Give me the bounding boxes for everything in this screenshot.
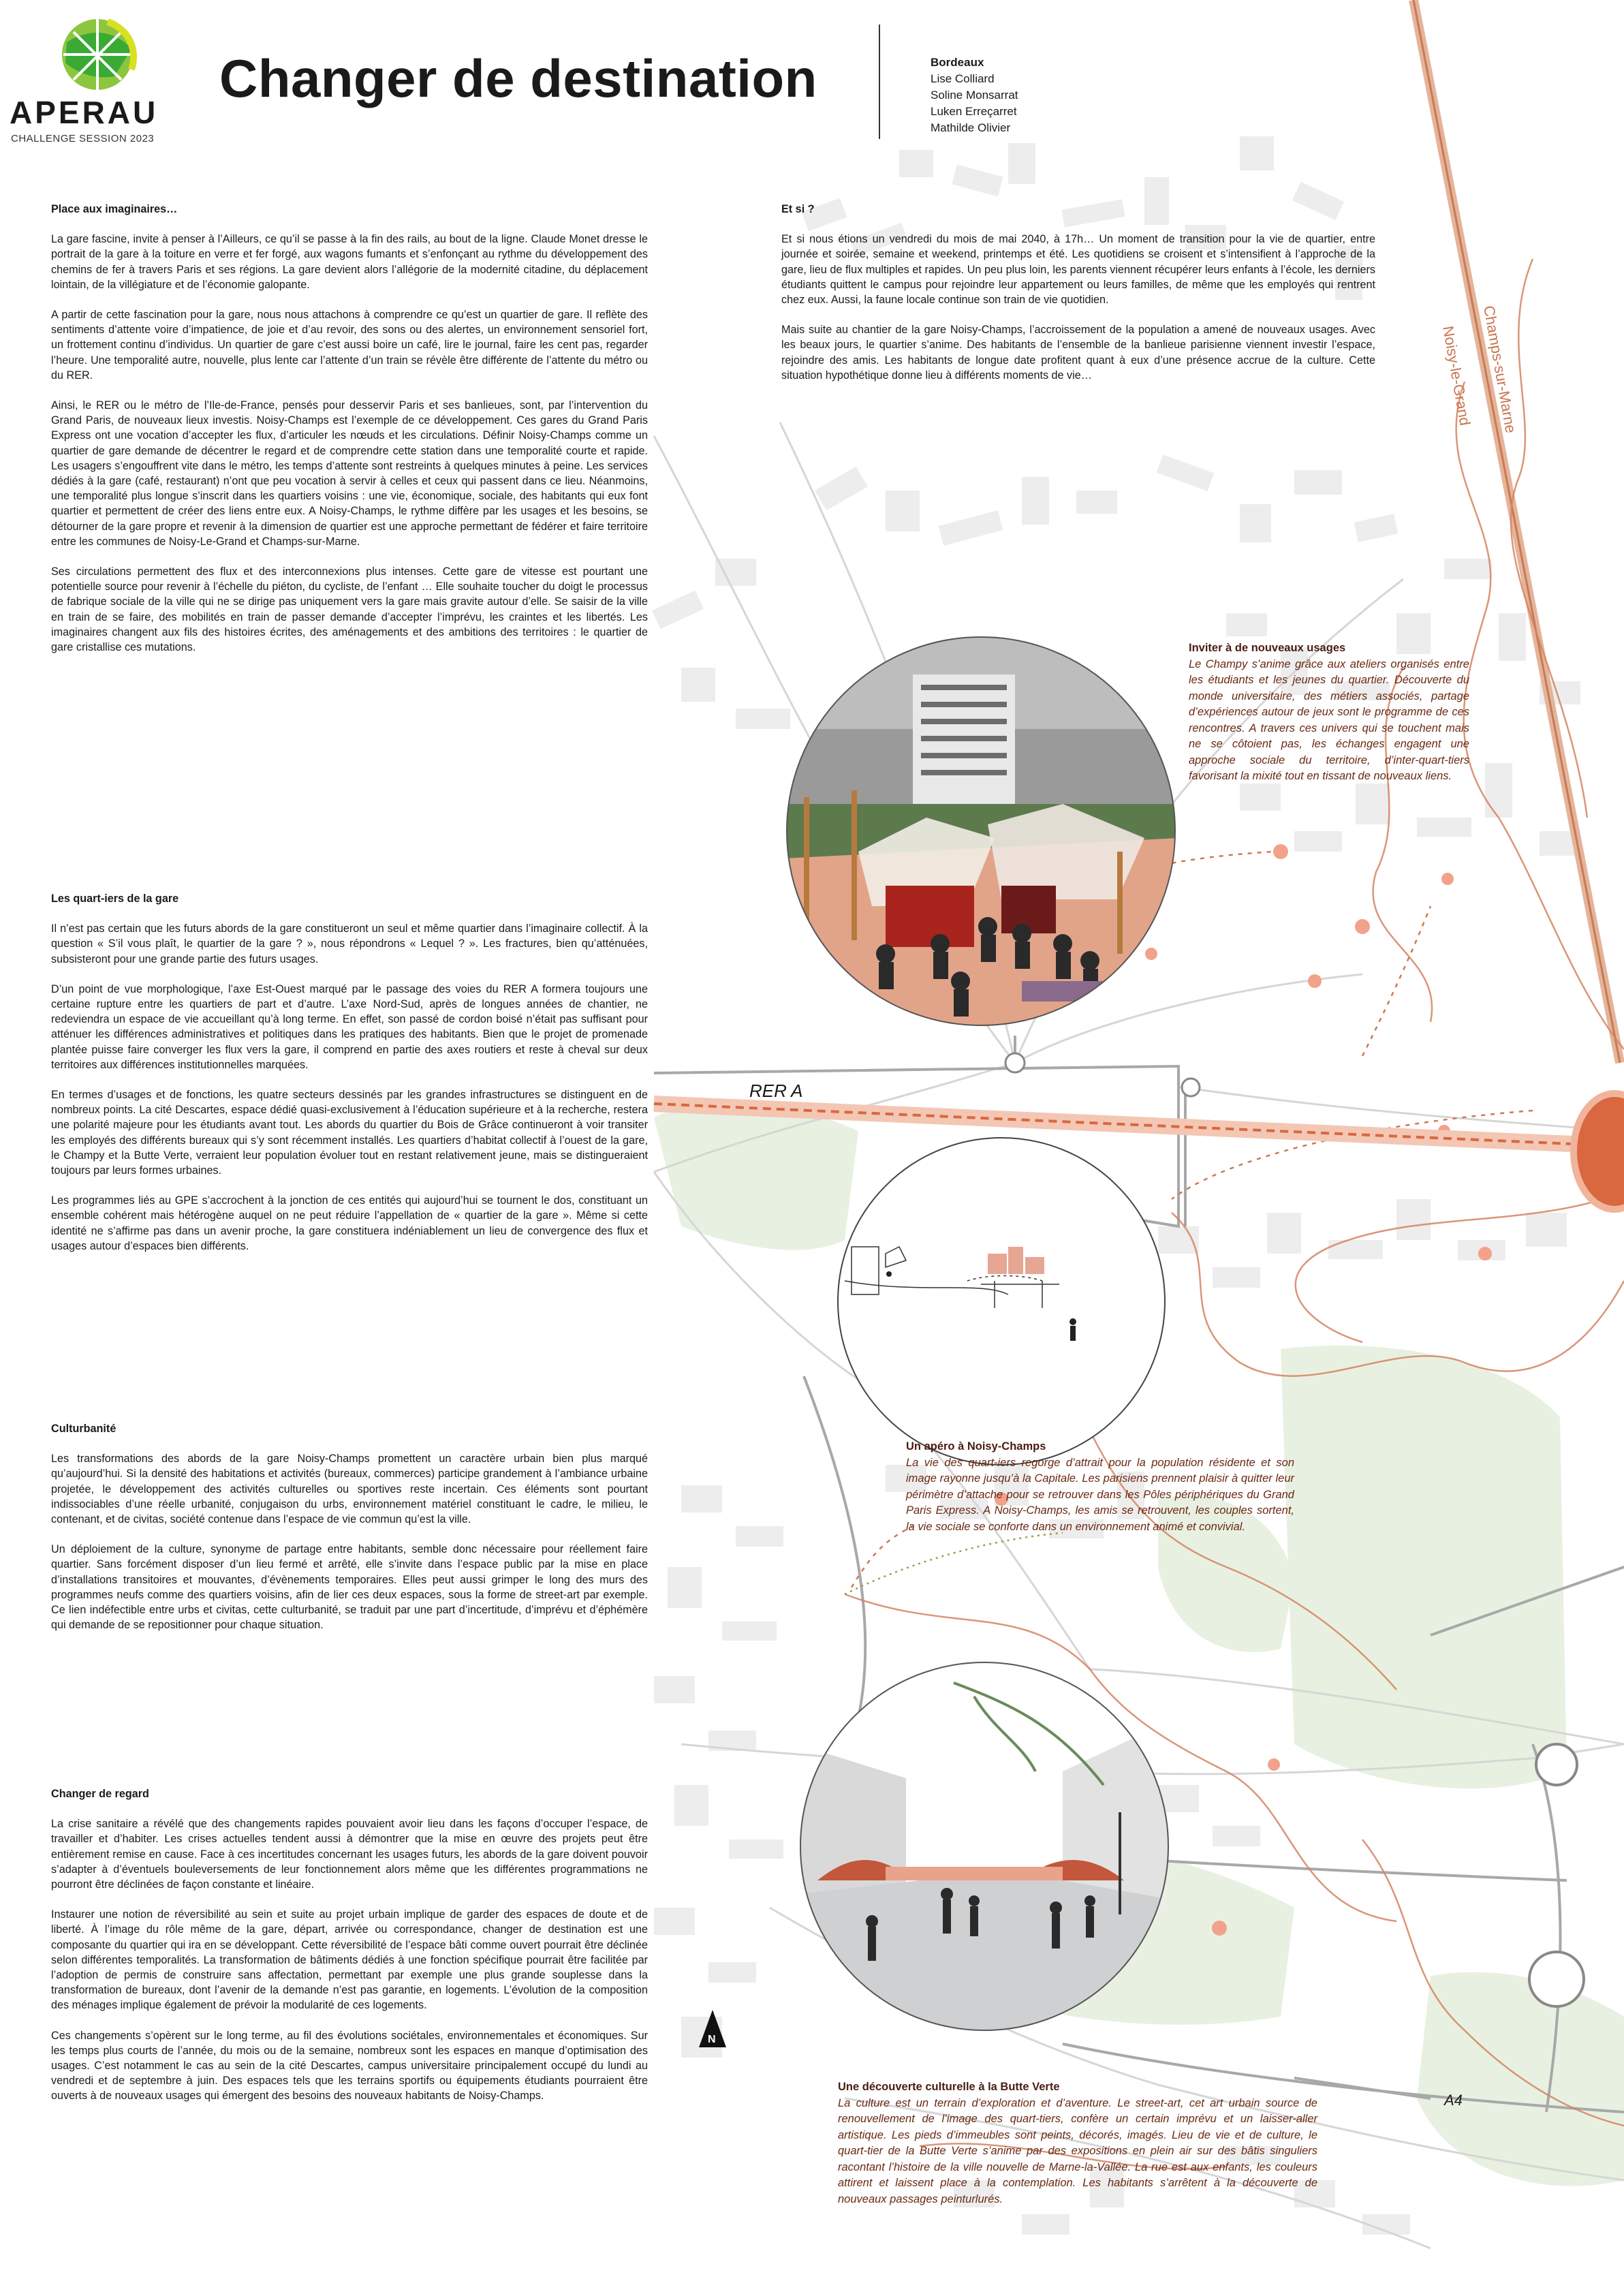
caption-title: Une découverte culturelle à la Butte Verte bbox=[838, 2081, 1060, 2093]
paragraph: Il n’est pas certain que les futurs abords de la gare constitueront un seul et même quartier dans l’imaginaire collectif. À la question « S’il vous plaît, le quartier de la gare ? », nous répondrons « Lequel ? ». Les fractures, bien qu’atténuées, subsisteront pour une grande partie des futurs usages. bbox=[51, 922, 648, 965]
caption-nouveaux-usages bbox=[1189, 640, 1469, 785]
paragraph: Les programmes liés au GPE s’accrochent à la jonction de ces entités qui aujourd’hui se tournent le dos, constituant un ensemble cohérent mais hétérogène auquel on ne peut réduire l’appellation de « quartier de la gare ». Même si cette identité ne s’affirme pas dans un avenir proche, la gare constituera indéniablement un lieu de convergence des flux et usages autour d’espaces bien différents. bbox=[51, 1194, 648, 1252]
paragraph: Un déploiement de la culture, synonyme de partage entre habitants, semble donc nécessaire pour réellement faire quartier. Sans forcément disposer d’un lieu fermé et arrêté, elle s’invite dans l’espace public par la mise en place d’installations transitoires et mouvantes, d’évènements temporaires. Elles peut aussi grimper le long des murs des programmes neufs comme des quartiers voisins, afin de lier ces deux espaces, sous la forme de street-art par exemple. Ce lien indéfectible entre urbs et civitas, cette culturbanité, se traduit par une part d’incertitude, d’imprévu et d’éphémère qui demande de se repositionner pour chaque situation. bbox=[51, 1543, 648, 1632]
paragraph: Ainsi, le RER ou le métro de l’Ile-de-France, pensés pour desservir Paris et ses banlieues, sont, par l’intervention du Grand Paris, de nouveaux lieux investis. Noisy-Champs est l’exemple de ce développement. Ces gares du Grand Paris Express ont une vocation d’accepter les flux, d’articuler les nœuds et les circulations. Définir Noisy-Champs comme un quartier de gare demande de décentrer le regard et de comprendre cette station dans une temporalité courte et rapide. Les usagers s’engouffrent vite dans le métro, les temps d’attente sont restreints à quelques minutes à peine. Les services dédiés à la gare (café, restaurant) n’ont que peu vocation à servir à celles et ceux qui passent dans ce lieu. Néanmoins, une temporalité plus longue s’inscrit dans les quartiers voisins : une vie, économique, sociale, des habitants qui eux font quartier et permettent de créer des liens entre eux. A Noisy-Champs, le rythme diffère par les usages et les besoins, se détourner de la gare propre et revenir à la dimension de quartier est une approche permettant de fédérer et faire territoire entre les communes de Noisy-Le-Grand et Champs-sur-Marne. bbox=[51, 399, 648, 548]
caption-title: Inviter à de nouveaux usages bbox=[1189, 642, 1346, 654]
section-imaginaires bbox=[51, 202, 648, 670]
city-name: Bordeaux bbox=[931, 56, 984, 69]
section-title: Culturbanité bbox=[51, 1423, 116, 1435]
paragraph: D’un point de vue morphologique, l’axe Est-Ouest marqué par le passage des voies du RER A formera toujours une certaine rupture entre les quartiers de part et d’autre. L’axe Nord-Sud, après de longues années de chantier, ne redeviendra un espace de vie accueillant qu’à long terme. En effet, son passé de cordon boisé n’était pas suffisant pour atténuer les différences administratives et politiques dans les pratiques des habitants. Bien que le projet de promenade plantée puisse faire converger les flux vers la gare, il comprend en partie des axes routiers et reste à cheval sur deux territoires aux différences institutionnelles marquées. bbox=[51, 982, 648, 1071]
roundabout bbox=[1182, 1079, 1200, 1096]
author-name: Mathilde Olivier bbox=[931, 121, 1011, 134]
caption-butte-verte bbox=[838, 2079, 1317, 2207]
aperau-logo bbox=[46, 15, 149, 97]
section-title: Et si ? bbox=[781, 203, 815, 215]
section-title: Les quart-iers de la gare bbox=[51, 893, 179, 905]
a4-road-label: A4 bbox=[1444, 2092, 1463, 2109]
illustration-aperitif bbox=[838, 1138, 1165, 1465]
authors-block bbox=[931, 55, 1018, 136]
noisy-le-grand-label: Noisy-le-Grand bbox=[1439, 324, 1474, 427]
section-title: Place aux imaginaires… bbox=[51, 203, 178, 215]
north-arrow-label: N bbox=[708, 2034, 716, 2045]
section-et-si bbox=[781, 202, 1375, 398]
caption-text: La vie des quart-iers regorge d’attrait pour la population résidente et son image rayonne jusqu’à la Capitale. Les parisiens prennent plaisir à quitter leur périmètre d’attache pour se retrouver dans les Pôles périphériques du Grand Paris Express. A Noisy-Champs, les amis se retrouvent, les couples sortent, la vie sociale se conforte dans un environnement animé et convivial. bbox=[906, 1456, 1294, 1533]
champs-sur-marne-label: Champs-sur-Marne bbox=[1480, 304, 1520, 435]
paragraph: Ses circulations permettent des flux et des interconnexions plus intenses. Cette gare de vitesse est pourtant une potentielle source pour revenir à l’échelle du piéton, du cycliste, de l’enfant … Elle souhaite toucher du doigt le processus de fabrique sociale de la ville qui ne se dirige pas uniquement vers la gare mais gravite autour d’elle. Se saisir de la ville en train de se faire, des mobilités en train de passer demande d’accepter l’imprévu, les craintes et les libertés. Les imaginaires changent aux fils des histoires écrites, des aménagements et des ambitions des territoires : le quartier de gare cristallise ces mutations. bbox=[51, 565, 648, 654]
paragraph: Ces changements s’opèrent sur le long terme, au fil des évolutions sociétales, environnementales et économiques. Sur les temps plus courts de l’année, du mois ou de la semaine, nombreux sont les espaces en manque d’optimisation des usages. C’est notamment le cas au sein de la cité Descartes, campus universitaire principalement occupé du lundi au vendredi et de septembre à juin. Des espaces tels que les terrains sportifs ou équipements étudiants pourraient être ouverts à de nouveaux usages qui émergent des besoins des nouveaux habitants de Noisy-Champs. bbox=[51, 2029, 648, 2103]
logo-globe-icon bbox=[46, 15, 149, 93]
station-node bbox=[1574, 1093, 1624, 1209]
roundabout bbox=[1536, 1744, 1577, 1785]
paragraph: La gare fascine, invite à penser à l’Ailleurs, ce qu’il se passe à la fin des rails, au bout de la ligne. Claude Monet dresse le portrait de la gare à la toiture en verre et fer forgé, aux wagons fumants et s’enfonçant au rythme du développement des chemins de fer à travers Paris et ses régions. La gare devient alors l’allégorie de la modernité citadine, du déplacement lointain, de la villégiature et de l’économie galopante. bbox=[51, 233, 648, 291]
author-name: Luken Erreçarret bbox=[931, 105, 1017, 118]
paragraph: En termes d’usages et de fonctions, les quatre secteurs dessinés par les grandes infrastructures se distinguent en de nombreux points. La cité Descartes, espace dédié quasi-exclusivement à l’éducation supérieure et à la recherche, restera une polarité majeure pour les étudiants avant tout. Les abords du quartier du Bois de Grâce continueront à voir transiter les employés des différents bureaux qui s’y sont récemment installés. Les quartiers d’habitat collectif à l’ouest de la gare, le Champy et la Butte Verte, verraient leur population évoluer tout en restant relativement jeune, mais se distingueraient toujours par leurs formes urbaines. bbox=[51, 1089, 648, 1177]
rer-label: RER A bbox=[749, 1081, 803, 1101]
caption-title: Un apéro à Noisy-Champs bbox=[906, 1440, 1046, 1453]
author-name: Lise Colliard bbox=[931, 72, 995, 85]
paragraph: Les transformations des abords de la gare Noisy-Champs promettent un caractère urbain bien plus marqué qu’aujourd’hui. Si la densité des habitations et activités (bureaux, commerces) participe grandement à l’ambiance urbaine projetée, le développement des activités culturelles ou sportives reste incertain. Ces éléments sont pourtant indissociables d’une réelle urbanité, conjugaison du urbs, environnement matériel constituant le cadre, le milieu, le contenant, et de civitas, société contenue dans l’espace de vie commun qu’est la ville. bbox=[51, 1453, 648, 1526]
section-changer-regard bbox=[51, 1786, 648, 2119]
logo-text: APERAU bbox=[10, 95, 159, 130]
caption-apero bbox=[906, 1439, 1294, 1535]
roundabout bbox=[1005, 1053, 1025, 1072]
paragraph: La crise sanitaire a révélé que des changements rapides pouvaient avoir lieu dans les façons d’occuper l’espace, de travailler et d’habiter. Les crises actuelles tendent aussi à démontrer que la mise en œuvre des projets peut être entièrement remise en cause. Face à ces incertitudes concernant les usages futurs, les abords de la gare doivent pouvoir s’adapter à d’éventuels bouleversements de leur fonctionnement alors même que les différentes programmations ne pourront être déclinées de façon constante et linéaire. bbox=[51, 1818, 648, 1891]
paragraph: Instaurer une notion de réversibilité au sein et suite au projet urbain implique de garder des espaces de doute et de liberté. À l’image du rôle même de la gare, départ, arrivée ou correspondance, changer de destination est une composante du quartier qui ira en se développant. Cette réversibilité de l’espace bâti comme ouvert pourrait être déclinée selon différentes temporalités. La transformation de bâtiments dédiés à une fonction spécifique pourrait être facilitée par l’adoption de permis de construire sans affectation, permettant par exemple une plus grande souplesse dans la transformation de bureaux, dont l’avenir de la demande n’est pas garantie, en logements. L’évolution de la composition des ménages implique également de prévoir la modularité de ces logements. bbox=[51, 1908, 648, 2012]
header-divider bbox=[879, 25, 880, 139]
paragraph: Mais suite au chantier de la gare Noisy-Champs, l’accroissement de la population a amené de nouveaux usages. Avec les beaux jours, le quartier s’anime. Des habitants de l’ensemble de la banlieue parisienne viennent investir l’espace, rejoindre des amis. Les habitants de longue date profitent quant à eux d’une présence accrue de la culture. Cette situation hypothétique donne lieu à différents moments de vie… bbox=[781, 324, 1375, 382]
section-culturbanite bbox=[51, 1421, 648, 1647]
section-title: Changer de regard bbox=[51, 1788, 149, 1800]
roundabout bbox=[1529, 1952, 1584, 2006]
promenade-axis bbox=[1414, 0, 1620, 1063]
section-quartiers bbox=[51, 891, 648, 1269]
logo-subtitle: CHALLENGE SESSION 2023 bbox=[11, 133, 155, 144]
illustration-workshop bbox=[783, 634, 1178, 1036]
paragraph: A partir de cette fascination pour la gare, nous nous attachons à comprendre ce qu’est un quartier de gare. Il reflète des sentiments d’attente voire d’impatience, de joie et d’au revoir, des sons ou des alertes, un environnement sensoriel fort, un frottement continu d’individus. Un quartier de gare c’est aussi boire un café, lire le journal, faire les cent pas, regarder l’heure. Une temporalité autre, nouvelle, plus lente car l’attente d’un train se révèle être différente de l’attente du métro ou du RER. bbox=[51, 309, 648, 382]
page-title: Changer de destination bbox=[219, 48, 817, 108]
caption-text: La culture est un terrain d’exploration et d’aventure. Le street-art, cet art urbain source de renouvellement de l’image des quart-tiers, confère un certain imprévu et un laisser-aller artistique. Les pieds d’immeubles sont peints, décorés, imagés. Lieu de vie et de culture, le quart-tier de la Butte Verte s’anime par des expositions en plein air sur des bâtis singuliers racontant l’histoire de la ville nouvelle de Marne-la-Vallée. La rue est aux enfants, les couleurs attirent et laissent place à la contemplation. Les habitants s’arrêtent à la découverte de nouveaux passages peinturlurés. bbox=[838, 2096, 1317, 2205]
caption-text: Le Champy s’anime grâce aux ateliers organisés entre les étudiants et les jeunes du quartier. Découverte du monde universitaire, des métiers associés, partage d’expériences autour de jeux sont le programme de ces rencontres. A travers ces univers qui se touchent mais ne se côtoient pas, les échanges engagent une approche sociale du territoire, d’inter-quart-tiers favorisant la mixité tout en tissant de nouveaux liens. bbox=[1189, 657, 1469, 782]
dotted-path bbox=[845, 1533, 1063, 1594]
author-name: Soline Monsarrat bbox=[931, 89, 1018, 102]
paragraph: Et si nous étions un vendredi du mois de mai 2040, à 17h… Un moment de transition pour la vie de quartier, entre journée et soirée, semaine et weekend, printemps et été. Les quotidiens se croisent et s’intensifient à l’approche de la gare, lieu de flux multiples et rapides. Un peu plus loin, les parents viennent récupérer leurs enfants à l’école, les derniers étudiants quittent le campus pour rejoindre leur appartement ou leurs familles, de même que les employés qui rentrent chez eux. Aussi, la faune locale continue son train de vie quotidien. bbox=[781, 233, 1375, 307]
